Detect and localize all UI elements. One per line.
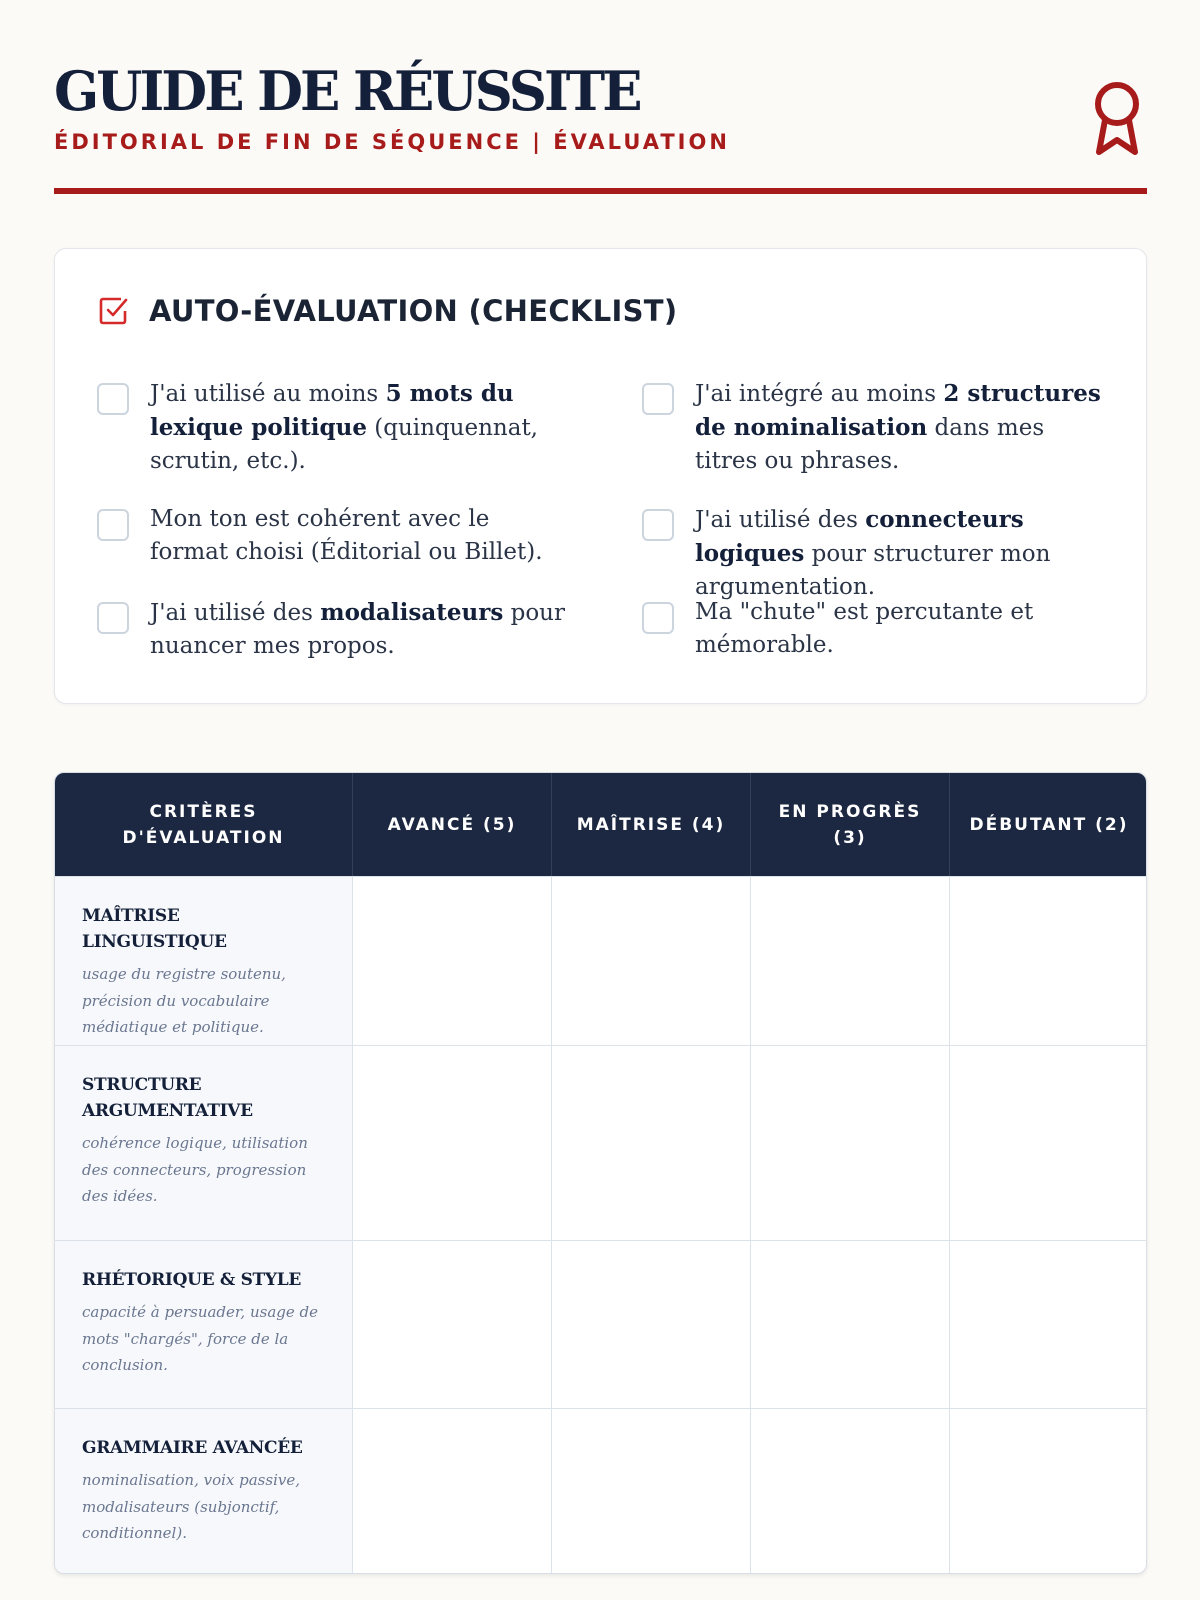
criterion-description: usage du registre soutenu, précision du vocabulaire médiatique et politique. <box>82 965 286 1036</box>
criterion-cell <box>55 1046 353 1240</box>
column-header-progress: EN PROGRÈS (3) <box>751 773 950 876</box>
score-cell[interactable] <box>353 1046 552 1240</box>
checklist-item[interactable]: Mon ton est cohérent avec le format choisi (Éditorial ou Billet). <box>97 503 567 569</box>
checklist-heading <box>97 293 677 329</box>
checkbox[interactable] <box>97 509 129 541</box>
checklist-item[interactable]: J'ai utilisé des connecteurs logiques pour structurer mon argumentation. <box>642 503 1112 604</box>
checklist-item[interactable]: J'ai utilisé au moins 5 mots du lexique politique (quinquennat, scrutin, etc.). <box>97 377 567 478</box>
score-cell[interactable] <box>751 1241 950 1408</box>
self-assessment-card <box>54 248 1147 704</box>
criterion-title: GRAMMAIRE AVANCÉE <box>82 1438 303 1458</box>
document-subtitle: ÉDITORIAL DE FIN DE SÉQUENCE | ÉVALUATION <box>54 130 730 154</box>
column-header-beginner: DÉBUTANT (2) <box>969 814 1129 835</box>
score-cell[interactable] <box>950 1046 1147 1240</box>
score-cell[interactable] <box>353 1409 552 1574</box>
criterion-title: RHÉTORIQUE & STYLE <box>82 1270 302 1290</box>
score-cell[interactable] <box>751 877 950 1045</box>
criterion-cell <box>55 1241 353 1408</box>
score-cell[interactable] <box>552 1241 751 1408</box>
score-cell[interactable] <box>552 877 751 1045</box>
checkbox[interactable] <box>97 383 129 415</box>
criterion-description: nominalisation, voix passive, modalisateurs (subjonctif, conditionnel). <box>82 1471 300 1542</box>
checklist-item[interactable]: Ma "chute" est percutante et mémorable. <box>642 596 1112 662</box>
score-cell[interactable] <box>751 1409 950 1574</box>
score-cell[interactable] <box>353 877 552 1045</box>
document-header <box>54 0 1147 194</box>
criterion-description: capacité à persuader, usage de mots "chargés", force de la conclusion. <box>82 1303 318 1374</box>
checkbox[interactable] <box>642 602 674 634</box>
score-cell[interactable] <box>950 1409 1147 1574</box>
page <box>54 0 1147 1542</box>
rubric-row <box>55 1408 1147 1574</box>
score-cell[interactable] <box>950 877 1147 1045</box>
score-cell[interactable] <box>353 1241 552 1408</box>
checklist-item[interactable]: J'ai intégré au moins 2 structures de nominalisation dans mes titres ou phrases. <box>642 377 1112 478</box>
checkbox[interactable] <box>642 383 674 415</box>
criterion-cell <box>55 1409 353 1574</box>
column-header-advanced: AVANCÉ (5) <box>353 773 552 876</box>
score-cell[interactable] <box>552 1409 751 1574</box>
column-header-mastery: MAÎTRISE (4) <box>552 773 751 876</box>
checklist-item[interactable]: J'ai utilisé des modalisateurs pour nuancer mes propos. <box>97 596 567 663</box>
score-cell[interactable] <box>552 1046 751 1240</box>
rubric-header <box>55 773 1147 876</box>
score-cell[interactable] <box>950 1241 1147 1408</box>
criterion-title: MAÎTRISE LINGUISTIQUE <box>82 906 227 952</box>
checked-box-icon <box>97 295 129 327</box>
award-ribbon-icon <box>1091 80 1143 160</box>
criterion-description: cohérence logique, utilisation des connecteurs, progression des idées. <box>82 1134 308 1205</box>
column-header-criteria: CRITÈRES D'ÉVALUATION <box>55 773 353 876</box>
rubric-table <box>54 772 1147 1574</box>
rubric-row <box>55 1045 1147 1240</box>
document-title: GUIDE DE RÉUSSITE <box>54 59 640 123</box>
criterion-cell <box>55 877 353 1045</box>
checkbox[interactable] <box>97 602 129 634</box>
score-cell[interactable] <box>751 1046 950 1240</box>
criterion-title: STRUCTURE ARGUMENTATIVE <box>82 1075 253 1121</box>
checkbox[interactable] <box>642 509 674 541</box>
rubric-row <box>55 876 1147 1045</box>
checklist-title: AUTO-ÉVALUATION (CHECKLIST) <box>149 294 678 328</box>
rubric-row <box>55 1240 1147 1408</box>
